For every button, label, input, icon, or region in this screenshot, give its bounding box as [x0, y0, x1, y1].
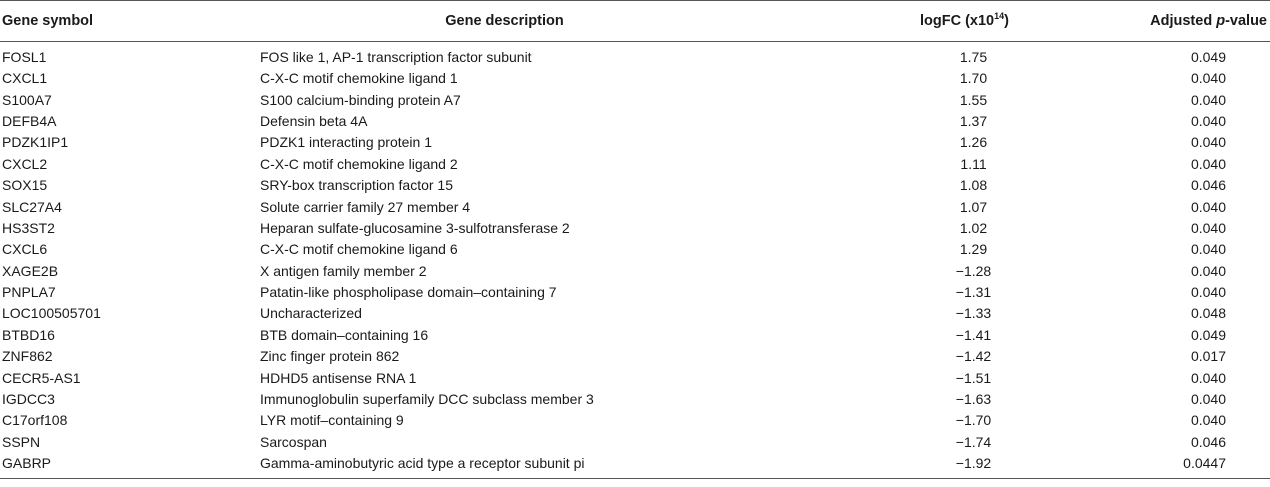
cell-gene-symbol: SLC27A4	[2, 198, 62, 215]
cell-gene-symbol: GABRP	[0, 453, 260, 479]
cell-logfc: −1.74	[955, 433, 992, 450]
cell-gene-description: FOS like 1, AP-1 transcription factor subunit	[260, 49, 532, 65]
cell-adjusted-p-value: 0.040	[1190, 412, 1226, 429]
cell-logfc: 1.26	[959, 134, 988, 151]
cell-adjusted-p-value: 0.040	[1190, 219, 1226, 236]
cell-adjusted-p-value: 0.040	[1190, 391, 1226, 408]
header-logfc-suffix: )	[1004, 13, 1009, 29]
table-row	[0, 303, 1270, 324]
table-row	[0, 389, 1270, 410]
header-adj-prefix: Adjusted	[1150, 13, 1217, 29]
cell-gene-description: LYR motif–containing 9	[260, 412, 404, 429]
cell-gene-symbol: HS3ST2	[2, 219, 55, 236]
cell-logfc: 1.11	[960, 155, 987, 172]
table-row	[0, 410, 1270, 431]
cell-gene-symbol: FOSL1	[2, 49, 47, 65]
cell-gene-description: C-X-C motif chemokine ligand 1	[260, 70, 458, 87]
cell-logfc: 1.07	[959, 198, 988, 215]
cell-gene-description: BTB domain–containing 16	[260, 326, 429, 343]
cell-gene-description: Zinc finger protein 862	[260, 348, 400, 365]
cell-gene-description: C-X-C motif chemokine ligand 6	[260, 241, 458, 258]
cell-logfc: −1.28	[955, 262, 992, 279]
header-adjusted-p-value	[1060, 1, 1270, 42]
header-logfc-prefix: logFC (x10	[920, 13, 995, 29]
cell-gene-symbol: S100A7	[2, 91, 52, 108]
cell-gene-description: Heparan sulfate-glucosamine 3-sulfotransferase 2	[260, 219, 570, 236]
cell-gene-symbol: XAGE2B	[2, 262, 59, 279]
cell-gene-description: Immunoglobulin superfamily DCC subclass member 3	[260, 391, 594, 408]
cell-gene-symbol: PDZK1IP1	[2, 134, 69, 151]
cell-logfc: 1.55	[959, 91, 988, 108]
cell-gene-symbol: C17orf108	[2, 412, 68, 429]
cell-gene-description: S100 calcium-binding protein A7	[260, 91, 461, 108]
table-row	[0, 432, 1270, 453]
cell-logfc: 1.70	[959, 70, 988, 87]
cell-logfc: 1.75	[959, 49, 988, 65]
cell-gene-symbol: CXCL6	[2, 241, 48, 258]
cell-logfc: −1.31	[955, 284, 992, 301]
cell-gene-symbol: CXCL2	[2, 155, 48, 172]
table-row	[0, 218, 1270, 239]
header-adj-suffix: -value	[1225, 13, 1267, 29]
cell-adjusted-p-value: 0.040	[1190, 155, 1226, 172]
cell-logfc: 1.37	[959, 112, 988, 129]
cell-adjusted-p-value: 0.049	[1190, 49, 1226, 65]
cell-gene-description: Solute carrier family 27 member 4	[260, 198, 471, 215]
table-row	[0, 325, 1270, 346]
cell-logfc: −1.70	[955, 412, 992, 429]
cell-gene-description: C-X-C motif chemokine ligand 2	[260, 155, 458, 172]
cell-logfc: −1.41	[955, 326, 992, 343]
cell-gene-description: PDZK1 interacting protein 1	[260, 134, 432, 151]
cell-gene-symbol: LOC100505701	[2, 305, 101, 322]
table-row	[0, 196, 1270, 217]
cell-adjusted-p-value: 0.040	[1190, 262, 1226, 279]
cell-adjusted-p-value: 0.0447	[1060, 453, 1270, 479]
cell-logfc: 1.02	[959, 219, 988, 236]
cell-gene-symbol: PNPLA7	[2, 284, 56, 301]
cell-gene-description: Defensin beta 4A	[260, 112, 368, 129]
cell-gene-description: Gamma-aminobutyric acid type a receptor subunit pi	[260, 453, 869, 479]
header-gene-symbol: Gene symbol	[0, 1, 260, 42]
cell-adjusted-p-value: 0.040	[1190, 198, 1226, 215]
table-row	[0, 239, 1270, 260]
header-logfc	[869, 1, 1060, 42]
cell-logfc: −1.92	[869, 453, 1060, 479]
cell-adjusted-p-value: 0.040	[1190, 91, 1226, 108]
cell-gene-symbol: CECR5-AS1	[2, 369, 81, 386]
cell-logfc: −1.33	[955, 305, 992, 322]
cell-adjusted-p-value: 0.040	[1190, 284, 1226, 301]
cell-gene-description: X antigen family member 2	[260, 262, 427, 279]
header-adj-p: p	[1216, 13, 1226, 29]
header-gene-description: Gene description	[260, 1, 869, 42]
cell-gene-symbol: BTBD16	[2, 326, 55, 343]
cell-gene-symbol: DEFB4A	[2, 112, 57, 129]
cell-adjusted-p-value: 0.046	[1190, 433, 1226, 450]
cell-adjusted-p-value: 0.017	[1190, 348, 1226, 365]
cell-gene-description: SRY-box transcription factor 15	[260, 177, 453, 194]
cell-gene-symbol: SSPN	[2, 433, 41, 450]
table-row	[0, 132, 1270, 153]
table-row	[0, 282, 1270, 303]
table-row	[0, 111, 1270, 132]
cell-logfc: 1.08	[959, 177, 988, 194]
cell-logfc: −1.63	[955, 391, 992, 408]
table-header	[0, 1, 1270, 42]
cell-adjusted-p-value: 0.046	[1190, 177, 1226, 194]
cell-adjusted-p-value: 0.040	[1190, 112, 1226, 129]
cell-adjusted-p-value: 0.049	[1190, 326, 1226, 343]
cell-adjusted-p-value: 0.048	[1190, 305, 1226, 322]
cell-gene-symbol: SOX15	[2, 177, 48, 194]
cell-adjusted-p-value: 0.040	[1190, 241, 1226, 258]
cell-logfc: 1.29	[959, 241, 988, 258]
table-row	[0, 42, 1270, 69]
table-row	[0, 453, 1270, 479]
cell-gene-description: Patatin-like phospholipase domain–containing 7	[260, 284, 557, 301]
cell-gene-symbol: ZNF862	[2, 348, 53, 365]
cell-gene-symbol: IGDCC3	[2, 391, 55, 408]
table-row	[0, 175, 1270, 196]
cell-gene-symbol: CXCL1	[2, 70, 48, 87]
header-logfc-exponent: 14	[994, 11, 1005, 22]
cell-adjusted-p-value: 0.040	[1190, 134, 1226, 151]
table-row	[0, 261, 1270, 282]
table-row	[0, 346, 1270, 367]
cell-gene-description: HDHD5 antisense RNA 1	[260, 369, 417, 386]
cell-adjusted-p-value: 0.040	[1190, 369, 1226, 386]
table-row	[0, 68, 1270, 89]
table-row	[0, 89, 1270, 110]
table-row	[0, 367, 1270, 388]
header-row	[0, 1, 1270, 42]
table-row	[0, 154, 1270, 175]
cell-gene-description: Uncharacterized	[260, 305, 362, 322]
cell-adjusted-p-value: 0.040	[1190, 70, 1226, 87]
cell-gene-description: Sarcospan	[260, 433, 327, 450]
cell-logfc: −1.42	[955, 348, 992, 365]
cell-logfc: −1.51	[955, 369, 992, 386]
table-body	[0, 42, 1270, 479]
